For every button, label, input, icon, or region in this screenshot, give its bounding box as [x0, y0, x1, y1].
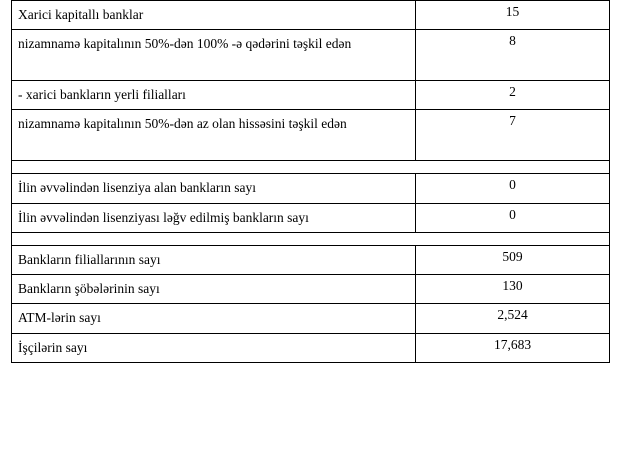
- row-value: 8: [416, 30, 610, 81]
- table-row: [12, 245, 610, 274]
- row-value: 130: [416, 275, 610, 304]
- row-label: nizamnamə kapitalının 50%-dən az olan hissəsini təşkil edən: [12, 110, 416, 161]
- row-label: nizamnamə kapitalının 50%-dən 100% -ə qədərini təşkil edən: [12, 30, 416, 81]
- row-value: 15: [416, 1, 610, 30]
- row-label: ATM-lərin sayı: [12, 304, 416, 333]
- table-row: [12, 333, 610, 362]
- row-value: 509: [416, 245, 610, 274]
- row-value: 0: [416, 174, 610, 203]
- section-divider-cell: [12, 161, 610, 174]
- row-value: 17,683: [416, 333, 610, 362]
- row-label: İlin əvvəlindən lisenziya alan bankların sayı: [12, 174, 416, 203]
- statistics-table: [11, 0, 610, 363]
- table-row: [12, 174, 610, 203]
- table-row: [12, 81, 610, 110]
- table-row: [12, 1, 610, 30]
- section-divider: [12, 161, 610, 174]
- row-value: 0: [416, 203, 610, 232]
- table-row: [12, 203, 610, 232]
- table-row: [12, 304, 610, 333]
- table-row: [12, 110, 610, 161]
- row-label: Bankların filiallarının sayı: [12, 245, 416, 274]
- row-value: 2: [416, 81, 610, 110]
- table-row: [12, 275, 610, 304]
- row-label: İlin əvvəlindən lisenziyası ləğv edilmiş bankların sayı: [12, 203, 416, 232]
- section-divider: [12, 232, 610, 245]
- row-value: 2,524: [416, 304, 610, 333]
- row-label: İşçilərin sayı: [12, 333, 416, 362]
- table-row: [12, 30, 610, 81]
- row-label: Bankların şöbələrinin sayı: [12, 275, 416, 304]
- row-value: 7: [416, 110, 610, 161]
- section-divider-cell: [12, 232, 610, 245]
- row-label: - xarici bankların yerli filialları: [12, 81, 416, 110]
- row-label: Xarici kapitallı banklar: [12, 1, 416, 30]
